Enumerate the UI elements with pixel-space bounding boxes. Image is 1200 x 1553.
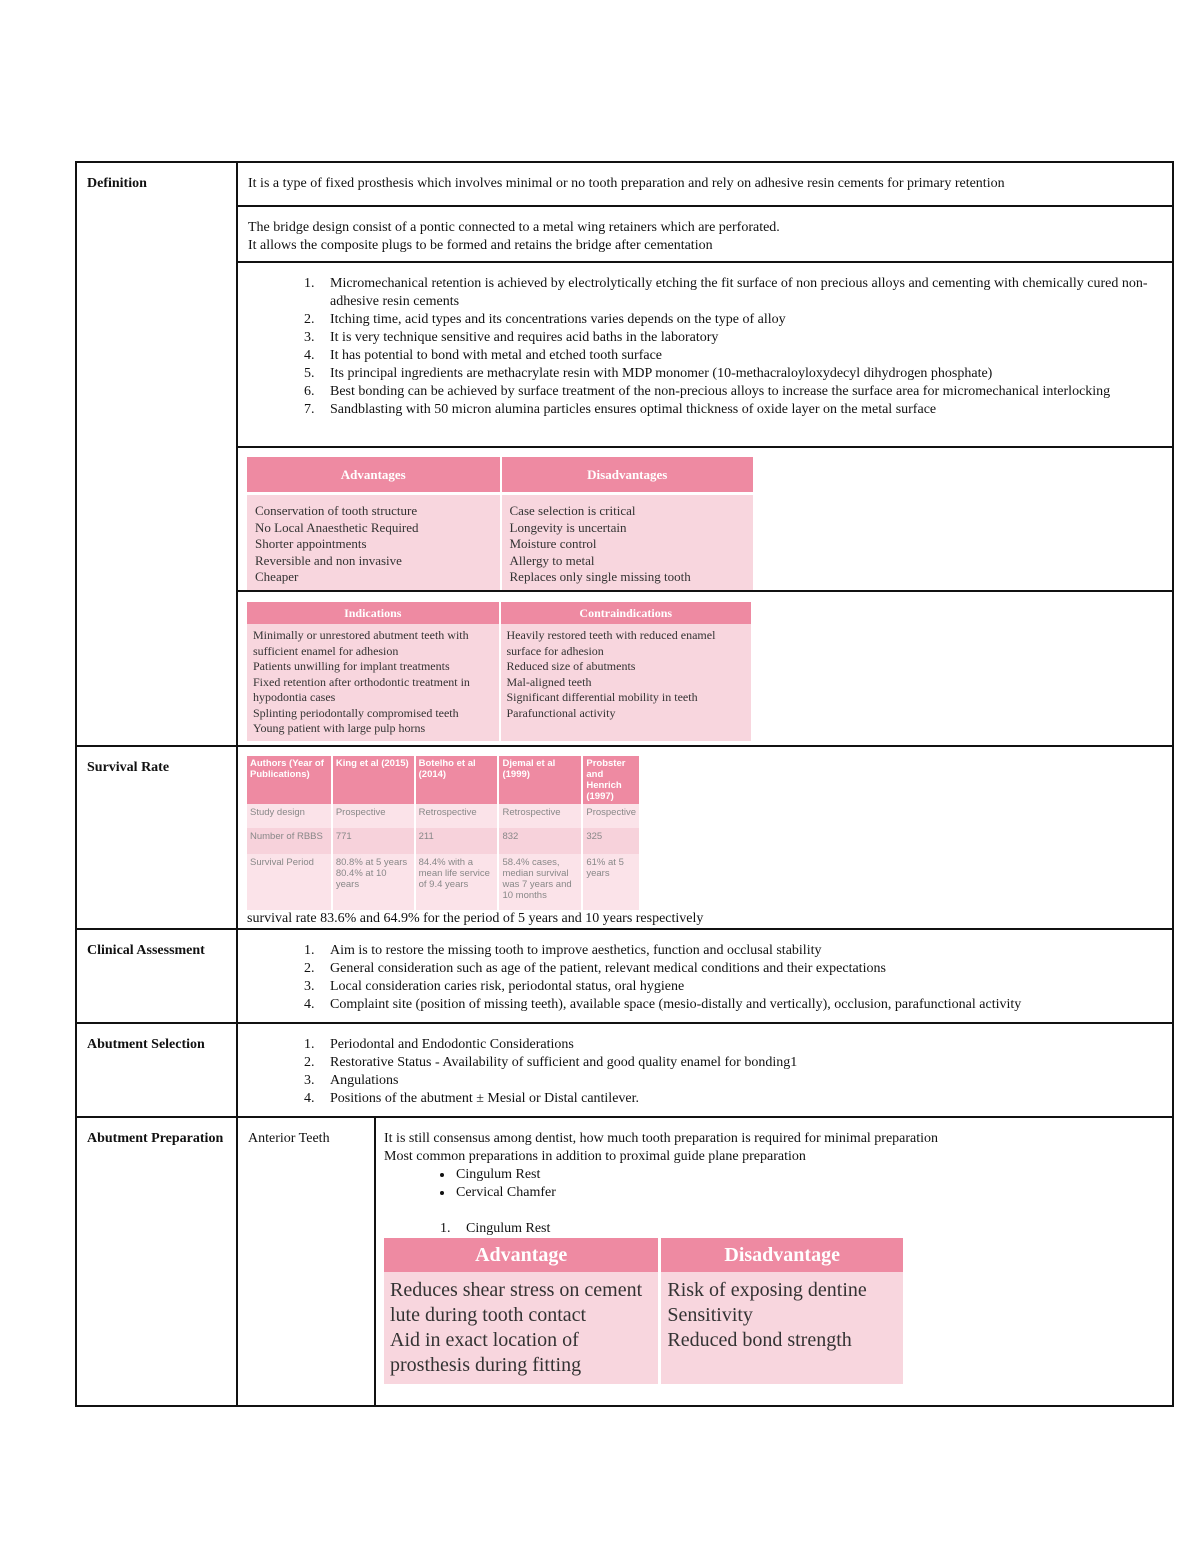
preparation-content	[375, 1118, 1172, 1405]
list-item: Heavily restored teeth with reduced enamel surface for adhesion	[506, 628, 716, 658]
list-item: Sensitivity	[667, 1304, 753, 1326]
contraindications-header: Contraindications	[500, 602, 753, 624]
table-cell: 771	[332, 828, 415, 854]
list-item: Reduced bond strength	[667, 1329, 852, 1351]
list-item: Cheaper	[255, 569, 299, 584]
preparation-inner	[238, 1118, 1172, 1405]
list-item: • Cervical Chamfer	[454, 1184, 1164, 1202]
prep-line-1: It is still consensus among dentist, how much tooth preparation is required for minimal preparation	[384, 1131, 939, 1146]
mechanism-cell	[237, 262, 1173, 447]
survival-header: Djemal et al (1999)	[498, 756, 582, 804]
survival-header: Probster and Henrich (1997)	[582, 756, 640, 804]
list-item: 2. General consideration such as age of the patient, relevant medical conditions and their expectations	[318, 960, 1162, 978]
label-abutment-selection: Abutment Selection	[76, 1023, 237, 1117]
list-item: Risk of exposing dentine	[667, 1279, 867, 1301]
list-item: Moisture control	[509, 536, 597, 551]
list-item: No Local Anaesthetic Required	[255, 519, 419, 535]
list-item: 3. Angulations	[318, 1072, 1162, 1090]
list-item: Reduced size of abutments	[506, 659, 636, 673]
clinical-cell	[237, 929, 1173, 1023]
disadvantages-header: Disadvantages	[501, 457, 755, 492]
survival-header: Botelho et al (2014)	[415, 756, 499, 804]
list-item: 1. Micromechanical retention is achieved by electrolytically etching the fit surface of non precious alloys and cementing with chemically cured non-adhesive resin cements	[318, 275, 1162, 311]
list-item: 6. Best bonding can be achieved by surface treatment of the non-precious alloys to increase the surface area for micromechanical interlocking	[318, 383, 1162, 401]
list-item: Allergy to metal	[509, 552, 595, 568]
list-item: Reduces shear stress on cement lute during tooth contact	[390, 1279, 643, 1326]
label-clinical: Clinical Assessment	[76, 929, 237, 1023]
list-item: 4. Positions of the abutment ± Mesial or Distal cantilever.	[318, 1090, 1162, 1108]
list-item: 4. It has potential to bond with metal and etched tooth surface	[318, 347, 1162, 365]
list-item: Fixed retention after orthodontic treatment in hypodontia cases	[253, 674, 470, 704]
prep-bullets	[384, 1166, 1164, 1202]
design-line-1: The bridge design consist of a pontic connected to a metal wing retainers which are perforated.	[248, 220, 780, 235]
list-item: 4. Complaint site (position of missing teeth), available space (mesio-distally and vertically), occlusion, parafunctional activity	[318, 996, 1162, 1014]
list-item: Conservation of tooth structure	[255, 503, 418, 518]
survival-summary: survival rate 83.6% and 64.9% for the period of 5 years and 10 years respectively	[247, 911, 704, 926]
table-cell: 84.4% with a mean life service of 9.4 years	[415, 854, 499, 910]
survival-header: King et al (2015)	[332, 756, 415, 804]
list-item: Longevity is uncertain	[509, 519, 627, 535]
indications-cell	[237, 591, 1173, 746]
design-cell	[237, 206, 1173, 262]
clinical-list	[248, 942, 1162, 1014]
list-item: Minimally or unrestored abutment teeth with sufficient enamel for adhesion	[253, 628, 469, 658]
list-item: 1. Aim is to restore the missing tooth to improve aesthetics, function and occlusal stability	[318, 942, 1162, 960]
anterior-teeth-label: Anterior Teeth	[238, 1118, 375, 1405]
design-line-2: It allows the composite plugs to be formed and retains the bridge after cementation	[248, 238, 713, 253]
list-item: 2. Itching time, acid types and its concentrations varies depends on the type of alloy	[318, 311, 1162, 329]
disadvantage-header: Disadvantage	[660, 1238, 905, 1272]
table-cell: Retrospective	[498, 804, 582, 828]
list-item: Patients unwilling for implant treatments	[253, 659, 450, 673]
advantages-table	[247, 457, 755, 590]
selection-cell	[237, 1023, 1173, 1117]
table-cell: 325	[582, 828, 640, 854]
list-item: 5. Its principal ingredients are methacrylate resin with MDP monomer (10-methacraloyloxydecyl dihydrogen phosphate)	[318, 365, 1162, 383]
mechanism-list	[248, 275, 1162, 419]
table-cell: 58.4% cases, median survival was 7 years and 10 months	[498, 854, 582, 910]
survival-cell	[237, 746, 1173, 929]
main-table	[75, 161, 1174, 1407]
list-item: Mal-aligned teeth	[506, 674, 592, 689]
table-cell: 832	[498, 828, 582, 854]
list-item: 7. Sandblasting with 50 micron alumina particles ensures optimal thickness of oxide layer on the metal surface	[318, 401, 1162, 419]
list-item: Parafunctional activity	[506, 705, 616, 720]
list-item: Case selection is critical	[509, 503, 636, 518]
list-item: Reversible and non invasive	[255, 552, 402, 568]
advantage-header: Advantage	[384, 1238, 660, 1272]
preparation-cell	[237, 1117, 1173, 1406]
list-item: 1. Cingulum Rest	[454, 1220, 1164, 1238]
indications-table	[247, 602, 753, 741]
list-item: Splinting periodontally compromised teeth	[253, 705, 459, 720]
label-definition: Definition	[76, 162, 237, 746]
table-cell: Prospective	[582, 804, 640, 828]
survival-header: Authors (Year of Publications)	[247, 756, 332, 804]
list-item: 2. Restorative Status - Availability of sufficient and good quality enamel for bonding1	[318, 1054, 1162, 1072]
list-item: Young patient with large pulp horns	[253, 721, 426, 735]
list-item: 1. Periodontal and Endodontic Considerations	[318, 1036, 1162, 1054]
table-cell: Number of RBBS	[247, 828, 332, 854]
table-cell: Study design	[247, 804, 332, 828]
table-cell: 80.8% at 5 years 80.4% at 10 years	[332, 854, 415, 910]
list-item: • Cingulum Rest	[454, 1166, 1164, 1184]
list-item: Aid in exact location of prosthesis during fitting	[390, 1329, 582, 1376]
survival-table	[247, 756, 641, 910]
prep-numbered	[384, 1220, 1164, 1238]
list-item: Significant differential mobility in teeth	[506, 690, 698, 704]
table-cell: Survival Period	[247, 854, 332, 910]
table-cell: 61% at 5 years	[582, 854, 640, 910]
advantages-header: Advantages	[247, 457, 501, 492]
label-survival: Survival Rate	[76, 746, 237, 929]
label-abutment-preparation: Abutment Preparation	[76, 1117, 237, 1406]
list-item: 3. It is very technique sensitive and requires acid baths in the laboratory	[318, 329, 1162, 347]
definition-text: It is a type of fixed prosthesis which involves minimal or no tooth preparation and rely on adhesive resin cements for primary retention	[237, 162, 1173, 206]
selection-list	[248, 1036, 1162, 1108]
list-item: Replaces only single missing tooth	[509, 569, 691, 584]
indications-header: Indications	[247, 602, 500, 624]
list-item: 3. Local consideration caries risk, periodontal status, oral hygiene	[318, 978, 1162, 996]
list-item: Shorter appointments	[255, 536, 367, 551]
table-cell: 211	[415, 828, 499, 854]
table-cell: Prospective	[332, 804, 415, 828]
prep-line-2: Most common preparations in addition to proximal guide plane preparation	[384, 1149, 806, 1164]
advantages-cell	[237, 447, 1173, 591]
cingulum-rest-table	[384, 1238, 906, 1384]
table-cell: Retrospective	[415, 804, 499, 828]
